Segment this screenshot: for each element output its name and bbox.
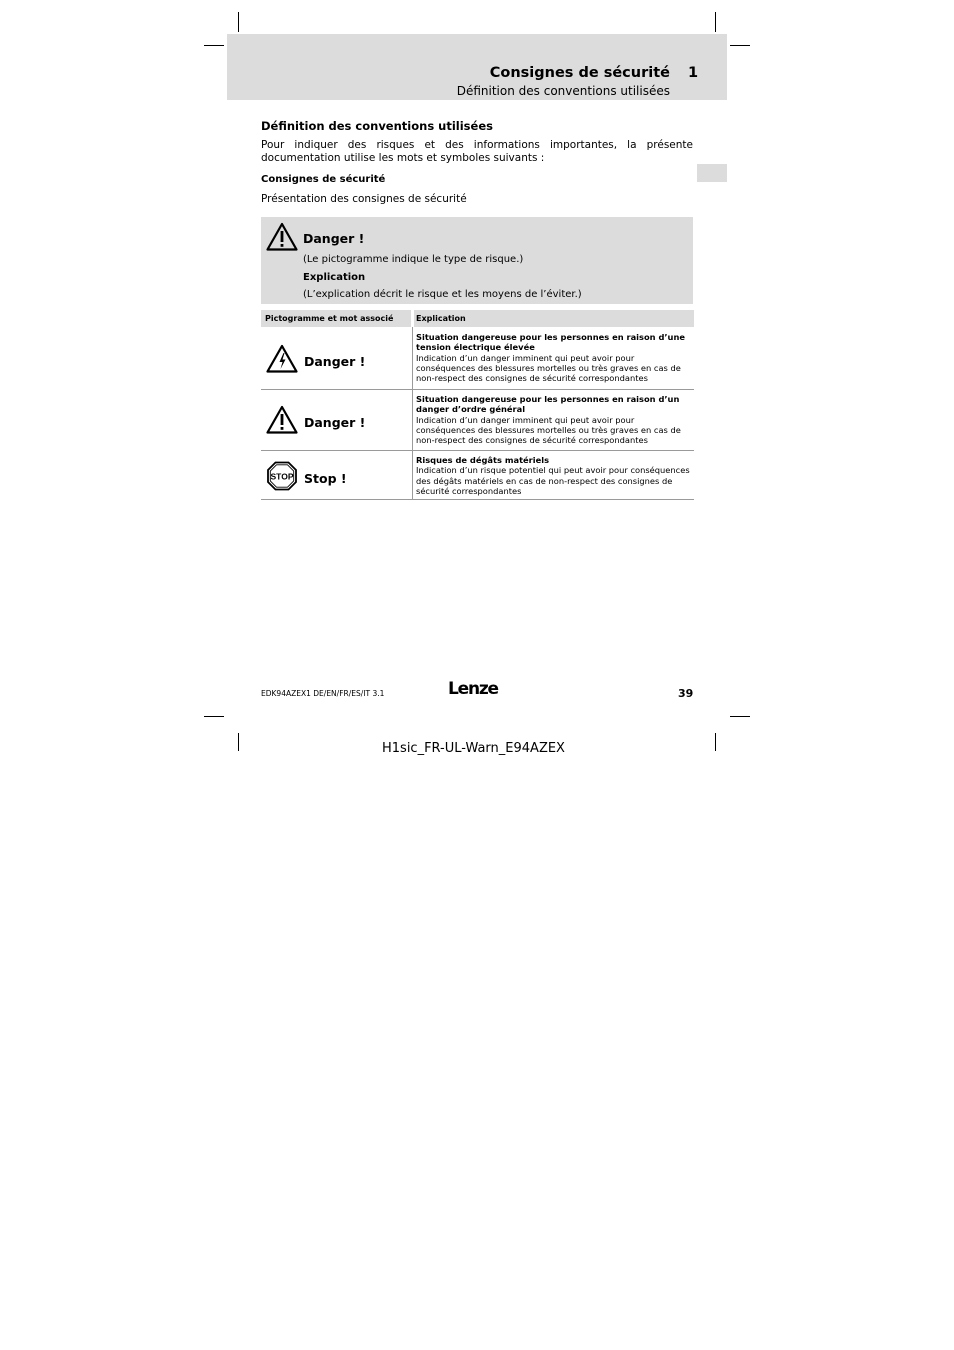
file-label: H1sic_FR-UL-Warn_E94AZEX [382,741,565,756]
electric-hazard-icon [266,344,298,374]
document-code: EDK94AZEX1 DE/EN/FR/ES/IT 3.1 [261,689,385,698]
row-title: Situation dangereuse pour les personnes en raison d’une tension électrique élevée [416,332,685,353]
row-text: Indication d’un danger imminent qui peut avoir pour conséquences des blessures mortelles ou très graves en cas de non-respect des consignes de sécurité correspondantes [416,352,681,384]
row-explanation [416,394,692,445]
danger-example-box [261,217,693,304]
row-title: Situation dangereuse pour les personnes en raison d’un danger d’ordre général [416,394,680,415]
table-divider [412,327,413,500]
presentation-text: Présentation des consignes de sécurité [261,193,467,205]
subheading: Consignes de sécurité [261,174,386,185]
row-title: Risques de dégâts matériels [416,455,550,465]
column-header: Pictogramme et mot associé [265,314,394,323]
row-text: Indication d’un danger imminent qui peut avoir pour conséquences des blessures mortelles ou très graves en cas de non-respect des consignes de sécurité correspondantes [416,414,681,446]
danger-word: Danger ! [303,231,365,246]
page-number: 39 [678,687,694,700]
table-header-pictogram [261,310,411,327]
danger-line-explication: Explication [303,272,366,283]
chapter-subtitle: Définition des conventions utilisées [456,84,670,98]
chapter-title: Consignes de sécurité [489,65,670,81]
svg-text:STOP: STOP [270,471,294,482]
chapter-number: 1 [688,65,699,81]
row-word: Danger ! [304,354,366,369]
crop-mark [238,12,239,32]
lenze-logo: Lenze [448,679,498,699]
row-word: Stop ! [304,471,347,486]
warning-triangle-icon [266,405,298,435]
crop-mark [204,45,224,46]
row-word: Danger ! [304,415,366,430]
crop-mark [715,12,716,32]
crop-mark [238,733,239,751]
table-header-explication [414,310,694,327]
intro-paragraph: Pour indiquer des risques et des informations importantes, la présente documentation utilise les mots et symboles suivants : [261,139,693,164]
table-row-separator [261,499,694,500]
section-heading: Définition des conventions utilisées [261,119,493,133]
chapter-side-tab [697,164,727,182]
column-header: Explication [416,314,466,323]
crop-mark [730,716,750,717]
danger-line-description: (L’explication décrit le risque et les moyens de l’éviter.) [303,289,582,300]
table-row-separator [261,389,694,390]
row-explanation [416,332,692,383]
row-explanation [416,455,692,496]
stop-sign-icon [266,461,298,491]
crop-mark [730,45,750,46]
warning-triangle-icon [266,222,298,252]
danger-line-pictogram: (Le pictogramme indique le type de risque.) [303,254,524,265]
crop-mark [715,733,716,751]
table-row-separator [261,450,694,451]
row-text: Indication d’un risque potentiel qui peut avoir pour conséquences des dégâts matériels en cas de non-respect des consignes de sécurité correspondantes [416,465,690,496]
crop-mark [204,716,224,717]
